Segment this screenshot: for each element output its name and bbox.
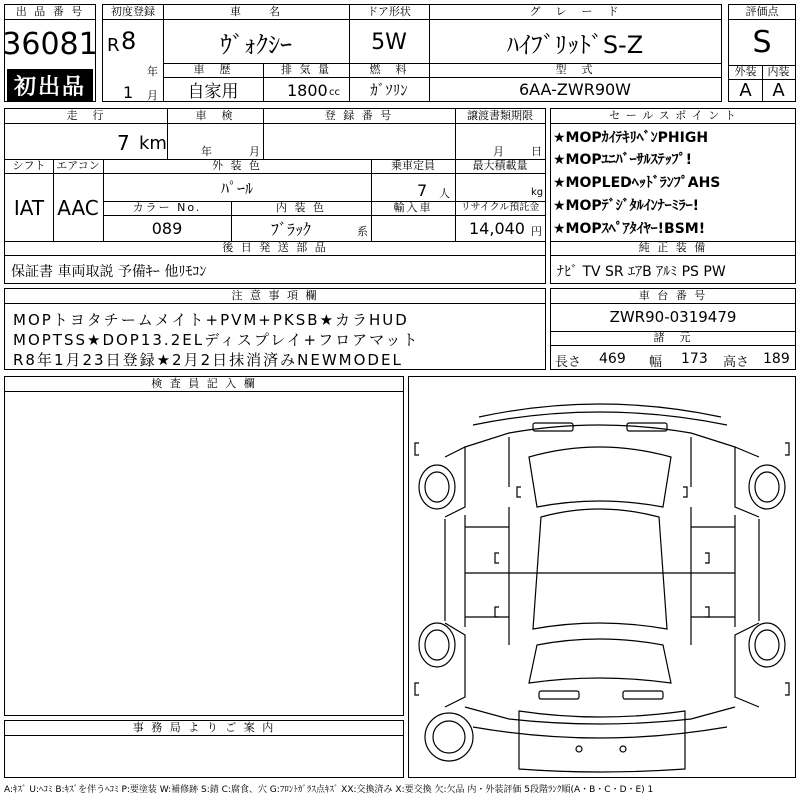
mileage-label: 走 行 [66, 109, 106, 122]
transfer-label: 譲渡書類期限 [467, 109, 533, 122]
ext-color-label: 外 装 色 [212, 159, 262, 172]
dims-label: 諸 元 [653, 331, 693, 344]
notes-line-3: R8年1月23日登録★2月2日抹消済みNEWMODEL [13, 351, 403, 369]
ext-color-value: ﾊﾟｰﾙ [220, 179, 253, 198]
notes-label: 注 意 事 項 欄 [5, 289, 545, 304]
int-color-label: 内 装 色 [276, 201, 326, 214]
model-value: 6AA-ZWR90W [518, 80, 631, 99]
equipment-label: 純 正 装 備 [638, 241, 708, 254]
width-value: 173 [681, 351, 708, 367]
inspector-label: 検 査 員 記 入 欄 [5, 377, 403, 392]
history-label: 車 歴 [193, 63, 233, 76]
exterior-label: 外装 [734, 65, 757, 78]
era-value: R [107, 35, 120, 56]
legend-footer: A:ｷｽﾞ U:ﾍｺﾐ B:ｷｽﾞを伴うﾍｺﾐ P:要塗装 W:補修跡 S:錆 C:腐食、穴 G:ﾌﾛﾝﾄｶﾞﾗｽ点ｷｽﾞ XX:交換済み X:要交換 欠:欠品 内・外装評価 5段階ﾗﾝｸ順(A・B・C・D・E) 1 [4, 785, 654, 795]
plate-label: 登 録 番 号 [324, 109, 394, 122]
month-value: 1 [123, 83, 134, 102]
max-load-unit: kg [531, 187, 544, 198]
notes-line-1: MOPトヨタチームメイト+PVM+PKSB★カラHUD [13, 311, 409, 329]
interior-value: A [772, 80, 785, 101]
model-label: 型 式 [555, 63, 595, 76]
sales-point-1: ★MOPｶｲﾃｷﾘﾍﾞﾝPHIGH [553, 130, 709, 146]
width-label: 幅 [649, 355, 663, 370]
year-value: 8 [121, 27, 137, 55]
lot-number-box [4, 4, 96, 102]
vehicle-header-box [102, 4, 722, 102]
notes-line-2: MOPTSS★DOP13.2ELディスプレイ+フロアマット [13, 331, 420, 349]
recycle-unit: 円 [531, 225, 542, 238]
length-value: 469 [599, 351, 626, 367]
door-label: ドア形状 [367, 5, 411, 18]
first-listing-badge: 初出品 [7, 69, 93, 101]
mileage-value: 7 [117, 131, 130, 155]
import-label: 輸入車 [393, 201, 433, 214]
length-label: 長さ [555, 355, 582, 370]
first-reg-label: 初度登録 [111, 5, 155, 18]
inspection-label: 車 検 [195, 109, 235, 122]
chassis-label: 車 台 番 号 [551, 289, 795, 304]
sales-point-2: ★MOPﾕﾆﾊﾞｰｻﾙｽﾃｯﾌﾟ! [553, 152, 693, 168]
later-parts-label: 後 日 発 送 部 品 [222, 241, 328, 254]
score-box [728, 4, 796, 102]
displacement-unit: cc [329, 87, 340, 98]
int-color-value: ﾌﾞﾗｯｸ [270, 220, 311, 239]
office-label: 事 務 局 よ り ご 案 内 [5, 721, 403, 736]
later-parts-value: 保証書 車両取説 予備ｷｰ 他ﾘﾓｺﾝ [11, 264, 207, 280]
max-load-label: 最大積載量 [472, 159, 528, 172]
grade-value: ﾊｲﾌﾞﾘｯﾄﾞS-Z [506, 30, 644, 59]
chassis-box [550, 288, 796, 370]
car-name-label: 車 名 [230, 5, 282, 18]
inspection-month-unit: 月 [249, 145, 260, 158]
month-unit: 月 [147, 89, 158, 102]
sales-points-box [550, 108, 796, 284]
ac-value: AAC [57, 195, 99, 220]
recycle-value: 14,040 [469, 219, 525, 238]
ac-label: エアコン [56, 159, 100, 172]
notes-box [4, 288, 546, 370]
inspector-box [4, 376, 404, 716]
fuel-label: 燃 料 [369, 63, 409, 76]
capacity-label: 乗車定員 [391, 159, 435, 172]
score-value: S [752, 24, 772, 60]
sales-point-5: ★MOPｽﾍﾟｱﾀｲﾔｰ!BSM! [553, 221, 706, 237]
equipment-value: ﾅﾋﾞ TV SR ｴｱB ｱﾙﾐ PS PW [557, 264, 726, 280]
mileage-unit: km [139, 133, 167, 154]
shift-label: シフト [12, 159, 46, 172]
transfer-day-unit: 日 [531, 145, 542, 158]
recycle-label: リサイクル預託金 [460, 202, 540, 213]
interior-label: 内装 [767, 65, 790, 78]
damage-diagram-box [408, 376, 796, 778]
displacement-label: 排 気 量 [281, 63, 331, 76]
transfer-month-unit: 月 [493, 145, 504, 158]
chassis-number: ZWR90-0319479 [609, 308, 737, 326]
door-value: 5W [371, 29, 407, 55]
sales-points-label: セ ー ル ス ポ イ ン ト [551, 109, 795, 124]
office-box [4, 720, 404, 778]
sales-point-4: ★MOPﾃﾞｼﾞﾀﾙｲﾝﾅｰﾐﾗｰ! [553, 198, 700, 214]
score-label: 評価点 [729, 5, 795, 20]
car-name: ｳﾞｫｸｼｰ [220, 30, 292, 59]
year-unit: 年 [147, 65, 158, 78]
exterior-value: A [739, 80, 752, 101]
sales-point-3: ★MOPLEDﾍｯﾄﾞﾗﾝﾌﾟAHS [553, 175, 721, 191]
lot-number: 36081 [2, 26, 98, 62]
fuel-value: ｶﾞｿﾘﾝ [370, 81, 408, 99]
capacity-value: 7 [417, 181, 428, 200]
history-value: 自家用 [187, 82, 239, 102]
shift-value: IAT [13, 195, 45, 220]
int-color-suffix: 系 [357, 225, 368, 238]
height-value: 189 [763, 351, 790, 367]
grade-label: グ レ ー ド [529, 5, 621, 18]
displacement-value: 1800 [287, 81, 328, 100]
color-no-value: 089 [151, 219, 183, 238]
vehicle-details-box [4, 108, 546, 284]
height-label: 高さ [723, 355, 750, 370]
color-no-label: カラー No. [132, 201, 202, 214]
lot-number-label: 出 品 番 号 [5, 5, 95, 20]
car-body-diagram [409, 377, 795, 777]
capacity-unit: 人 [439, 187, 450, 200]
inspection-year-unit: 年 [201, 145, 212, 158]
